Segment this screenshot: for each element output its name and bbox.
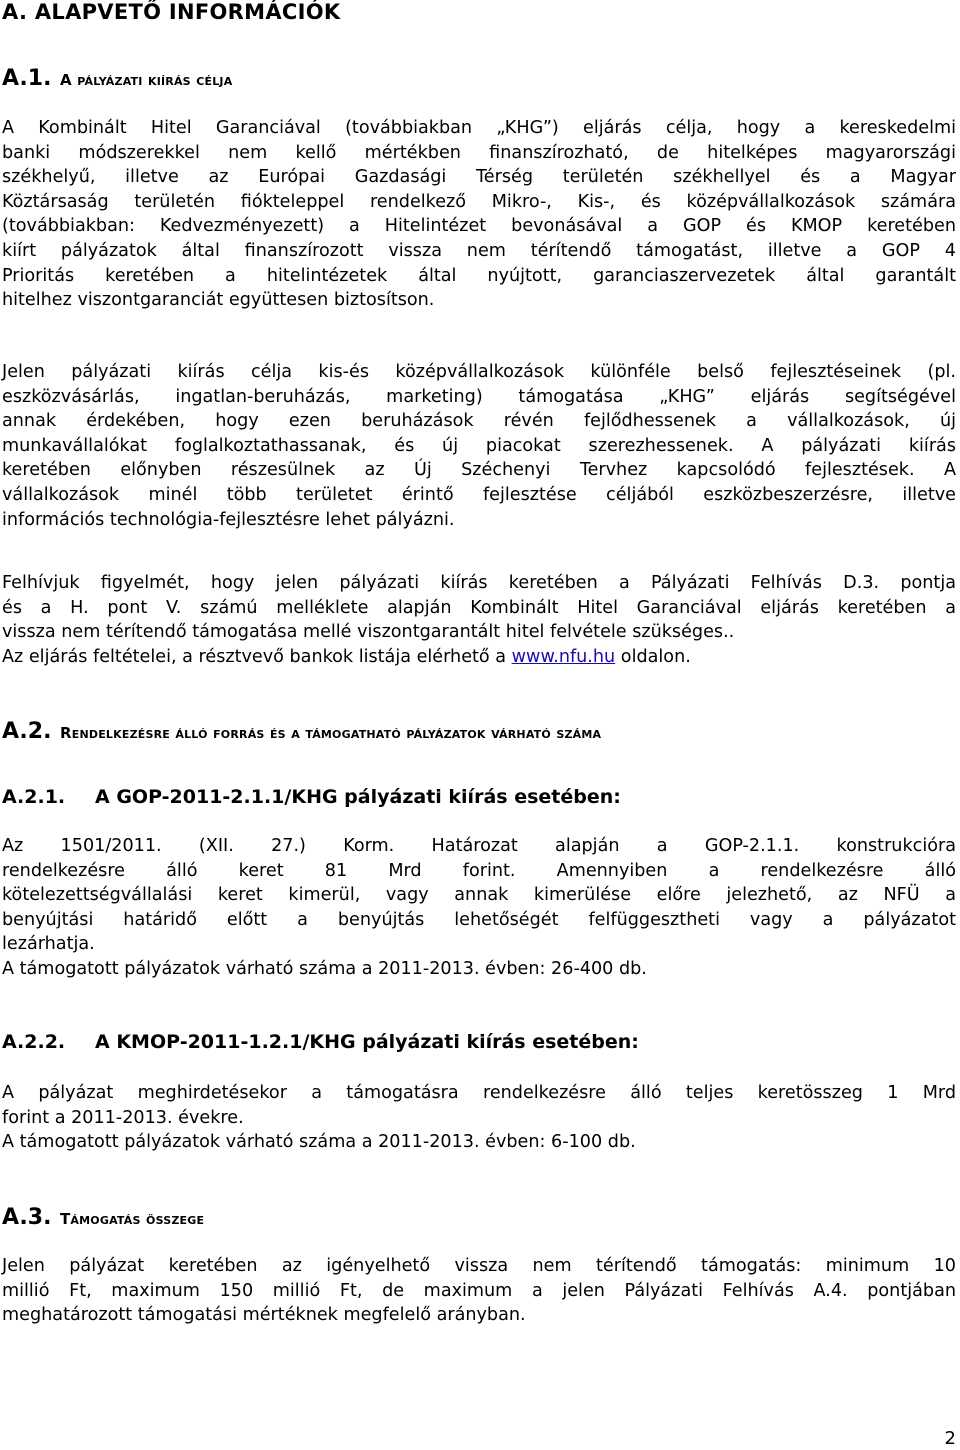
text-line: vissza nem térítendő támogatása mellé viszontgarantált hitel felvétele szükséges.. <box>2 622 735 643</box>
a2-title: Rendelkezésre álló forrás és a támogatható pályázatok várható száma <box>60 724 602 742</box>
a3-paragraph-1 <box>2 1254 956 1328</box>
text-fragment: oldalon. <box>615 646 691 667</box>
text-line: székhelyű, illetve az Európai Gazdasági Térség területén székhellyel és a Magyar <box>2 167 956 188</box>
text-line: Jelen pályázat keretében az igényelhető vissza nem térítendő támogatás: minimum 10 <box>2 1256 956 1276</box>
text-line: benyújtási határidő előtt a benyújtás lehetőségét felfüggesztheti vagy a pályázatot <box>2 909 956 930</box>
text-line: lezárhatja. <box>2 934 95 955</box>
text-line: munkavállalókat foglalkoztathassanak, és új piacokat szerezhessenek. A pályázati kiírás <box>2 435 956 456</box>
text-line: Az 1501/2011. (XII. 27.) Korm. Határozat alapján a GOP-2.1.1. konstrukcióra <box>2 836 956 856</box>
a21-number: A.2.1. <box>2 786 66 808</box>
page-number: 2 <box>944 1428 956 1449</box>
a3-title: Támogatás összege <box>60 1210 205 1228</box>
text-line: Prioritás keretében a hitelintézetek által nyújtott, garanciaszervezetek által garantált <box>2 265 956 286</box>
text-line: A pályázat meghirdetésekor a támogatásra rendelkezésre álló teljes keretösszeg 1 Mrd <box>2 1083 956 1103</box>
text-line: A Kombinált Hitel Garanciával (továbbiakban „KHG”) eljárás célja, hogy a kereskedelmi <box>2 118 956 138</box>
nfu-link[interactable]: www.nfu.hu <box>511 646 616 667</box>
a1-paragraph-1 <box>2 116 956 313</box>
text-line: annak érdekében, hogy ezen beruházások révén fejlődhessenek a vállalkozások, új <box>2 411 956 432</box>
a3-number: A.3. <box>2 1205 52 1230</box>
a1-paragraph-3 <box>2 571 956 669</box>
text-line: kötelezettségvállalási keret kimerül, vagy annak kimerülése előre jelezhető, az NFÜ a <box>2 885 956 906</box>
text-line: meghatározott támogatási mértéknek megfelelő arányban. <box>2 1305 526 1326</box>
text-line: kiírt pályázatok által finanszírozott vissza nem térítendő támogatást, illetve a GOP 4 <box>2 240 956 261</box>
a3-heading <box>2 1205 204 1230</box>
text-line: A támogatott pályázatok várható száma a 2011-2013. évben: 6-100 db. <box>2 1132 636 1153</box>
text-line: vállalkozások minél több területet érintő fejlesztése céljából eszközbeszerzésre, illetve <box>2 484 956 505</box>
text-line: millió Ft, maximum 150 millió Ft, de maximum a jelen Pályázati Felhívás A.4. pontjában <box>2 1280 956 1301</box>
text-line: (továbbiakban: Kedvezményezett) a Hitelintézet bevonásával a GOP és KMOP keretében <box>2 216 956 237</box>
a22-number: A.2.2. <box>2 1031 66 1053</box>
a1-title: A pályázati kiírás célja <box>60 71 233 89</box>
a2-heading <box>2 719 601 744</box>
a21-paragraph-1 <box>2 834 956 982</box>
section-a-heading: A. ALAPVETŐ INFORMÁCIÓK <box>2 0 341 24</box>
text-fragment: Az eljárás feltételei, a résztvevő bankok listája elérhető a <box>2 646 512 667</box>
text-line: és a H. pont V. számú melléklete alapján Kombinált Hitel Garanciával eljárás keretében a <box>2 597 956 618</box>
text-line: banki módszerekkel nem kellő mértékben finanszírozható, de hitelképes magyarországi <box>2 142 956 163</box>
a21-heading <box>2 786 621 808</box>
a2-number: A.2. <box>2 719 52 744</box>
text-line: forint a 2011-2013. évekre. <box>2 1107 244 1128</box>
text-line: A támogatott pályázatok várható száma a 2011-2013. évben: 26-400 db. <box>2 958 647 979</box>
text-line: Jelen pályázati kiírás célja kis-és középvállalkozások különféle belső fejlesztéseinek (pl. <box>2 362 956 382</box>
text-line: keretében előnyben részesülnek az Új Széchenyi Tervhez kapcsolódó fejlesztések. A <box>2 460 956 481</box>
a22-heading <box>2 1031 639 1053</box>
a1-heading <box>2 66 232 91</box>
a1-number: A.1. <box>2 66 52 91</box>
a22-title: A KMOP-2011-1.2.1/KHG pályázati kiírás esetében: <box>95 1031 639 1053</box>
text-line: hitelhez viszontgaranciát együttesen biztosítson. <box>2 290 435 311</box>
a22-paragraph-1 <box>2 1081 956 1155</box>
text-line: információs technológia-fejlesztésre lehet pályázni. <box>2 509 455 530</box>
text-line: Felhívjuk figyelmét, hogy jelen pályázati kiírás keretében a Pályázati Felhívás D.3. pontja <box>2 573 956 593</box>
text-line: eszközvásárlás, ingatlan-beruházás, marketing) támogatása „KHG” eljárás segítségével <box>2 386 956 407</box>
text-line-with-link <box>2 645 956 670</box>
a1-paragraph-2 <box>2 360 956 532</box>
text-line: Köztársaság területén fiókteleppel rendelkező Mikro-, Kis-, és középvállalkozások számára <box>2 191 956 212</box>
a21-title: A GOP-2011-2.1.1/KHG pályázati kiírás esetében: <box>95 786 621 808</box>
text-line: rendelkezésre álló keret 81 Mrd forint. Amennyiben a rendelkezésre álló <box>2 860 956 881</box>
